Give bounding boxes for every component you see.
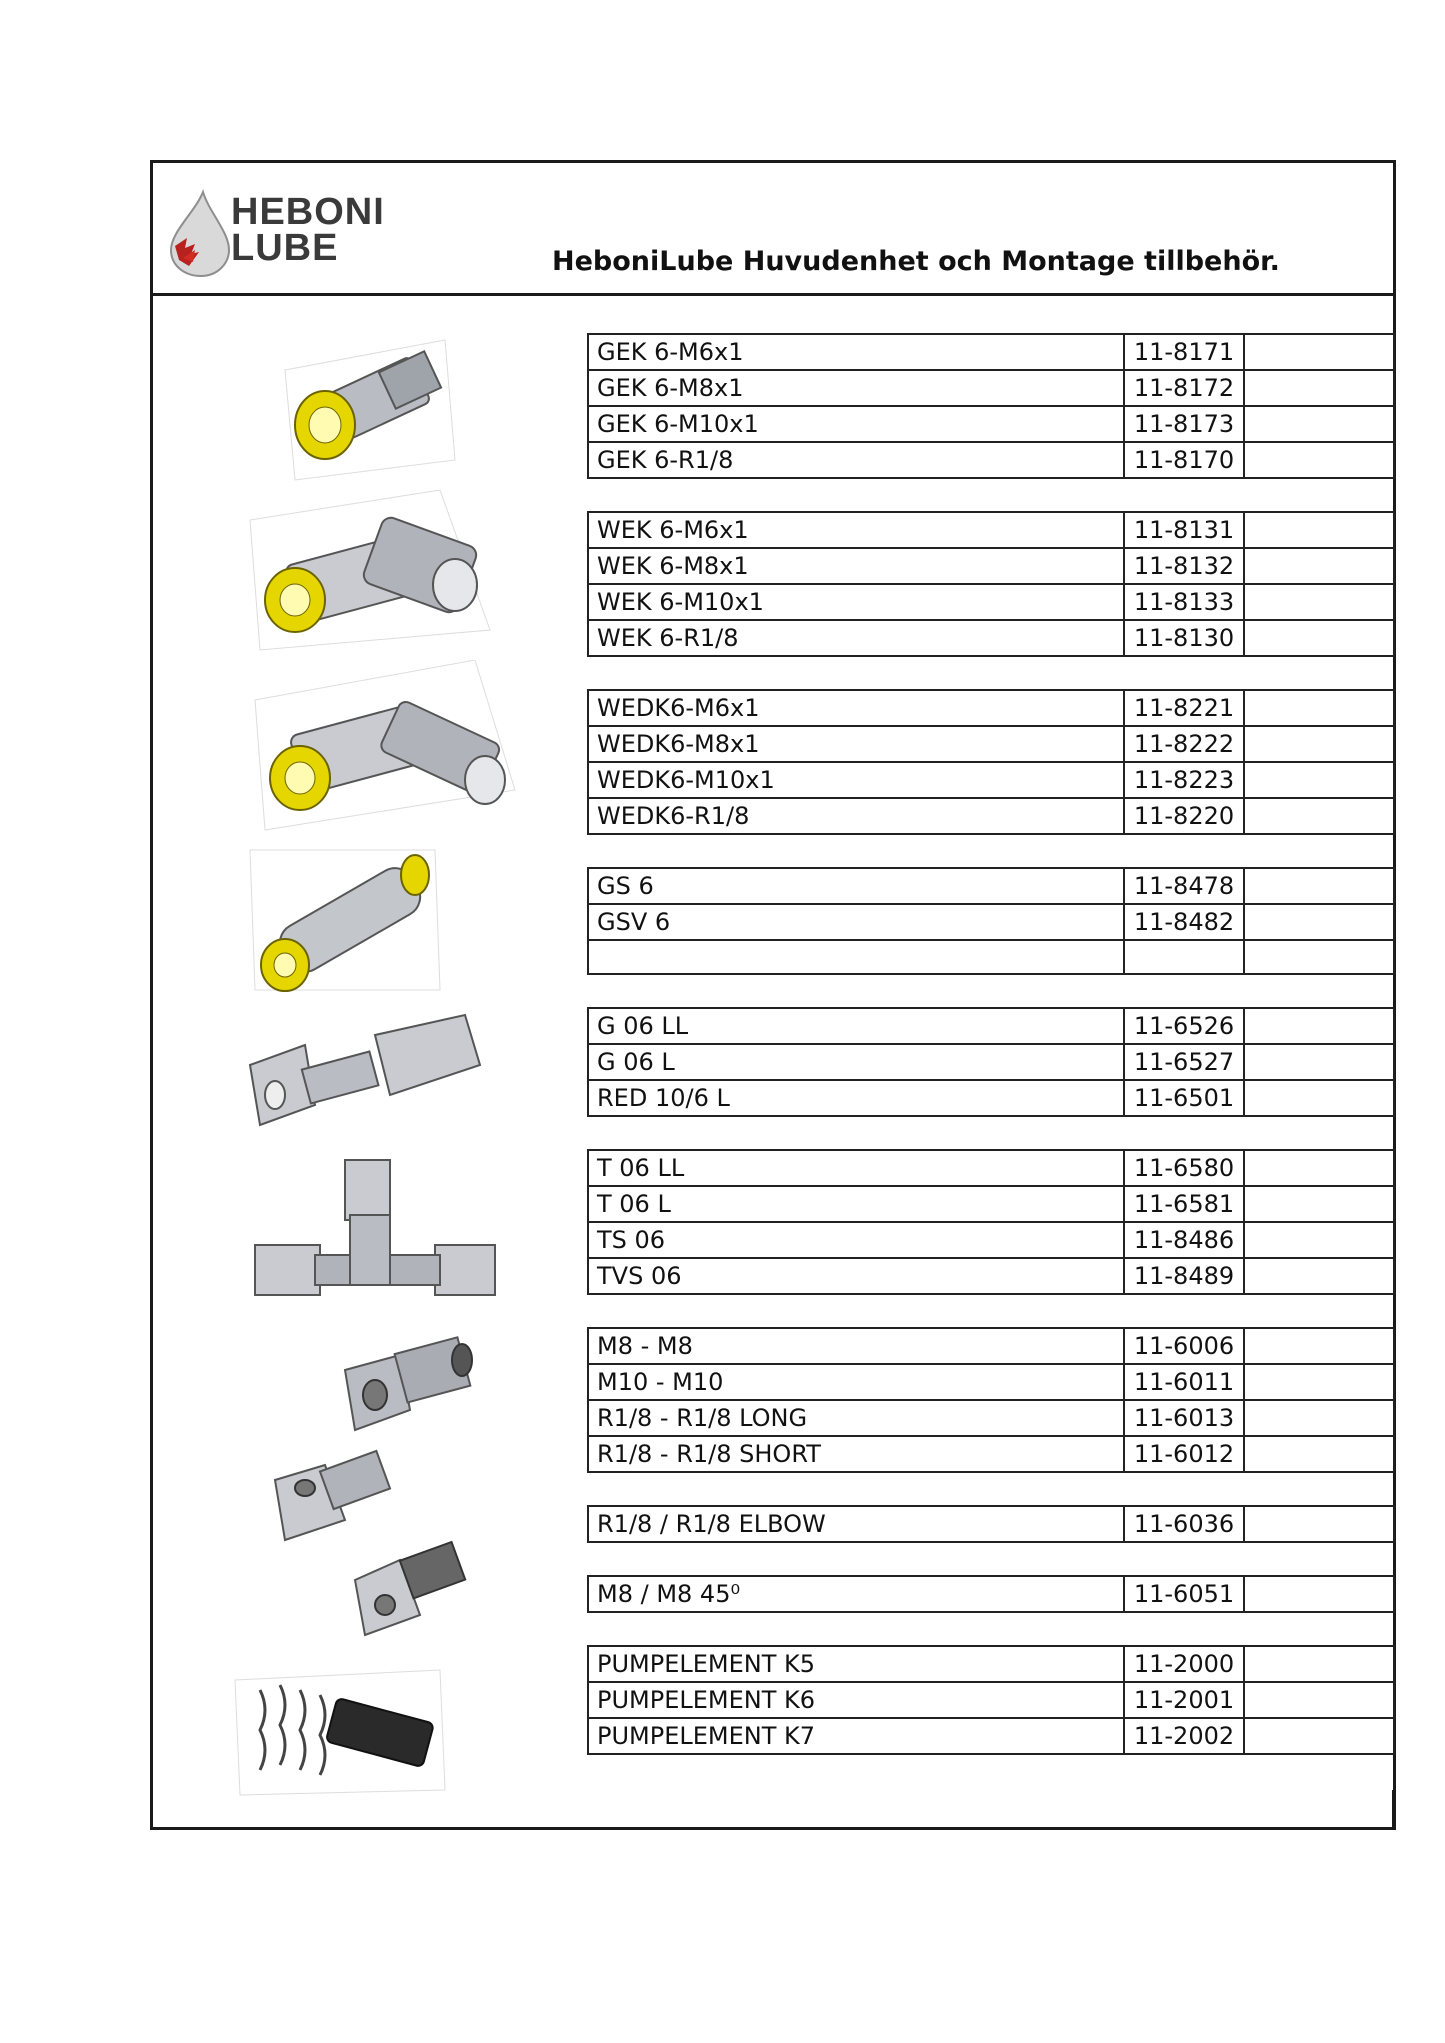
part-extra-cell	[1244, 1080, 1394, 1116]
table-row	[588, 1436, 1394, 1472]
part-extra-cell	[1244, 1718, 1394, 1754]
table-row	[588, 1222, 1394, 1258]
table-row	[588, 370, 1394, 406]
elbow-connector-image	[240, 490, 500, 660]
table-row	[588, 1150, 1394, 1186]
part-code: 11-8131	[1124, 512, 1244, 548]
part-code: 11-8173	[1124, 406, 1244, 442]
part-code	[1124, 974, 1244, 1008]
part-code: 11-8220	[1124, 798, 1244, 834]
table-row	[588, 548, 1394, 584]
part-name: WEDK6-M6x1	[588, 690, 1124, 726]
logo-text-line-1: HEBONI	[231, 191, 385, 233]
part-extra-cell	[1244, 726, 1394, 762]
part-name: TVS 06	[588, 1258, 1124, 1294]
part-name: M8 - M8	[588, 1328, 1124, 1364]
part-code: 11-6011	[1124, 1364, 1244, 1400]
table-row	[588, 798, 1394, 834]
part-extra-cell	[1244, 1364, 1394, 1400]
part-code: 11-8171	[1124, 334, 1244, 370]
table-row	[588, 1506, 1394, 1542]
table-row	[588, 1186, 1394, 1222]
table-row	[588, 334, 1394, 370]
part-name	[588, 834, 1124, 868]
table-row	[588, 1400, 1394, 1436]
part-name: R1/8 - R1/8 LONG	[588, 1400, 1124, 1436]
spacer-row	[588, 1612, 1394, 1646]
table-row	[588, 1258, 1394, 1294]
part-code: 11-6527	[1124, 1044, 1244, 1080]
part-name: R1/8 - R1/8 SHORT	[588, 1436, 1124, 1472]
part-name: PUMPELEMENT K5	[588, 1646, 1124, 1682]
table-row	[588, 1044, 1394, 1080]
part-extra-cell	[1244, 1186, 1394, 1222]
part-name: WEK 6-M6x1	[588, 512, 1124, 548]
part-name: R1/8 / R1/8 ELBOW	[588, 1506, 1124, 1542]
part-code: 11-6051	[1124, 1576, 1244, 1612]
part-extra-cell	[1244, 1506, 1394, 1542]
part-name: T 06 LL	[588, 1150, 1124, 1186]
compression-union-image	[245, 1005, 485, 1145]
part-code: 11-8482	[1124, 904, 1244, 940]
part-extra-cell	[1244, 834, 1394, 868]
frame-tick	[1392, 1790, 1395, 1828]
part-code	[1124, 834, 1244, 868]
part-name: M10 - M10	[588, 1364, 1124, 1400]
spacer-row	[588, 1294, 1394, 1328]
part-name	[588, 1542, 1124, 1576]
part-extra-cell	[1244, 940, 1394, 974]
part-extra-cell	[1244, 370, 1394, 406]
part-name: WEDK6-R1/8	[588, 798, 1124, 834]
part-code: 11-6013	[1124, 1400, 1244, 1436]
part-code: 11-2000	[1124, 1646, 1244, 1682]
spacer-row	[588, 478, 1394, 512]
part-code	[1124, 1116, 1244, 1150]
part-extra-cell	[1244, 1682, 1394, 1718]
table-row	[588, 584, 1394, 620]
spacer-row	[588, 1472, 1394, 1506]
part-extra-cell	[1244, 798, 1394, 834]
part-extra-cell	[1244, 1150, 1394, 1186]
part-name: GEK 6-M10x1	[588, 406, 1124, 442]
spacer-row	[588, 834, 1394, 868]
table-row	[588, 868, 1394, 904]
part-name: WEK 6-M8x1	[588, 548, 1124, 584]
part-name: GSV 6	[588, 904, 1124, 940]
part-extra-cell	[1244, 974, 1394, 1008]
part-code: 11-2002	[1124, 1718, 1244, 1754]
part-code: 11-8486	[1124, 1222, 1244, 1258]
straight-connector-image	[265, 330, 465, 490]
part-extra-cell	[1244, 406, 1394, 442]
part-code: 11-8222	[1124, 726, 1244, 762]
part-code	[1124, 656, 1244, 690]
part-extra-cell	[1244, 1436, 1394, 1472]
part-extra-cell	[1244, 512, 1394, 548]
part-name	[588, 1472, 1124, 1506]
spacer-row	[588, 1116, 1394, 1150]
oil-drop-icon	[165, 188, 235, 278]
part-name: T 06 L	[588, 1186, 1124, 1222]
part-code: 11-8172	[1124, 370, 1244, 406]
part-code: 11-6580	[1124, 1150, 1244, 1186]
part-code: 11-8223	[1124, 762, 1244, 798]
table-row	[588, 762, 1394, 798]
part-code	[1124, 940, 1244, 974]
part-extra-cell	[1244, 548, 1394, 584]
part-extra-cell	[1244, 1576, 1394, 1612]
part-name: PUMPELEMENT K7	[588, 1718, 1124, 1754]
part-code: 11-6006	[1124, 1328, 1244, 1364]
part-code	[1124, 1612, 1244, 1646]
part-extra-cell	[1244, 1008, 1394, 1044]
part-extra-cell	[1244, 1258, 1394, 1294]
straight-union-image	[245, 845, 445, 995]
part-extra-cell	[1244, 1294, 1394, 1328]
part-extra-cell	[1244, 1044, 1394, 1080]
part-extra-cell	[1244, 478, 1394, 512]
part-name: GEK 6-R1/8	[588, 442, 1124, 478]
part-extra-cell	[1244, 1542, 1394, 1576]
table-row	[588, 690, 1394, 726]
page-title: HeboniLube Huvudenhet och Montage tillbehör.	[552, 246, 1280, 277]
part-name	[588, 1612, 1124, 1646]
part-extra-cell	[1244, 690, 1394, 726]
part-extra-cell	[1244, 442, 1394, 478]
table-row	[588, 1646, 1394, 1682]
part-code: 11-8478	[1124, 868, 1244, 904]
part-code: 11-8133	[1124, 584, 1244, 620]
part-name: M8 / M8 45⁰	[588, 1576, 1124, 1612]
part-name: PUMPELEMENT K6	[588, 1682, 1124, 1718]
part-code: 11-8221	[1124, 690, 1244, 726]
part-code: 11-2001	[1124, 1682, 1244, 1718]
table-row	[588, 1364, 1394, 1400]
table-row	[588, 904, 1394, 940]
part-name	[588, 940, 1124, 974]
table-row	[588, 726, 1394, 762]
part-name: WEK 6-M10x1	[588, 584, 1124, 620]
part-name: GEK 6-M8x1	[588, 370, 1124, 406]
part-name: GS 6	[588, 868, 1124, 904]
part-name	[588, 478, 1124, 512]
table-row	[588, 1576, 1394, 1612]
part-extra-cell	[1244, 584, 1394, 620]
spacer-row	[588, 974, 1394, 1008]
part-name	[588, 974, 1124, 1008]
table-row	[588, 620, 1394, 656]
part-code: 11-6012	[1124, 1436, 1244, 1472]
part-name: G 06 LL	[588, 1008, 1124, 1044]
part-extra-cell	[1244, 1472, 1394, 1506]
part-code: 11-8130	[1124, 620, 1244, 656]
part-name: G 06 L	[588, 1044, 1124, 1080]
part-extra-cell	[1244, 1400, 1394, 1436]
heboni-lube-logo	[165, 188, 405, 278]
part-code: 11-6036	[1124, 1506, 1244, 1542]
part-name	[588, 1294, 1124, 1328]
spacer-row	[588, 656, 1394, 690]
part-name	[588, 656, 1124, 690]
part-name: TS 06	[588, 1222, 1124, 1258]
part-code: 11-8489	[1124, 1258, 1244, 1294]
part-name: WEDK6-M10x1	[588, 762, 1124, 798]
part-code	[1124, 1294, 1244, 1328]
table-row	[588, 1718, 1394, 1754]
part-name	[588, 1116, 1124, 1150]
part-name: RED 10/6 L	[588, 1080, 1124, 1116]
table-row	[588, 1080, 1394, 1116]
part-extra-cell	[1244, 620, 1394, 656]
part-extra-cell	[1244, 1328, 1394, 1364]
table-row	[588, 940, 1394, 974]
part-code	[1124, 1472, 1244, 1506]
swivel-elbow-connector-image	[245, 660, 525, 840]
thread-adapter-image	[340, 1330, 480, 1440]
part-extra-cell	[1244, 1222, 1394, 1258]
angle-adapter-image	[345, 1530, 475, 1640]
logo-text-line-2: LUBE	[231, 227, 339, 269]
table-row	[588, 512, 1394, 548]
part-extra-cell	[1244, 1116, 1394, 1150]
part-code	[1124, 1542, 1244, 1576]
spacer-row	[588, 1542, 1394, 1576]
part-code: 11-6501	[1124, 1080, 1244, 1116]
part-extra-cell	[1244, 1646, 1394, 1682]
part-extra-cell	[1244, 334, 1394, 370]
table-row	[588, 442, 1394, 478]
parts-table	[587, 333, 1395, 1755]
table-row	[588, 1328, 1394, 1364]
part-code	[1124, 478, 1244, 512]
part-name: WEK 6-R1/8	[588, 620, 1124, 656]
table-row	[588, 406, 1394, 442]
part-code: 11-8132	[1124, 548, 1244, 584]
part-name: WEDK6-M8x1	[588, 726, 1124, 762]
part-code: 11-8170	[1124, 442, 1244, 478]
part-name: GEK 6-M6x1	[588, 334, 1124, 370]
pump-element-image	[230, 1660, 450, 1800]
part-extra-cell	[1244, 868, 1394, 904]
tee-connector-image	[250, 1155, 500, 1305]
part-code: 11-6526	[1124, 1008, 1244, 1044]
table-row	[588, 1008, 1394, 1044]
part-code: 11-6581	[1124, 1186, 1244, 1222]
part-extra-cell	[1244, 762, 1394, 798]
part-extra-cell	[1244, 1612, 1394, 1646]
part-extra-cell	[1244, 656, 1394, 690]
header-divider	[150, 293, 1396, 296]
table-row	[588, 1682, 1394, 1718]
part-extra-cell	[1244, 904, 1394, 940]
